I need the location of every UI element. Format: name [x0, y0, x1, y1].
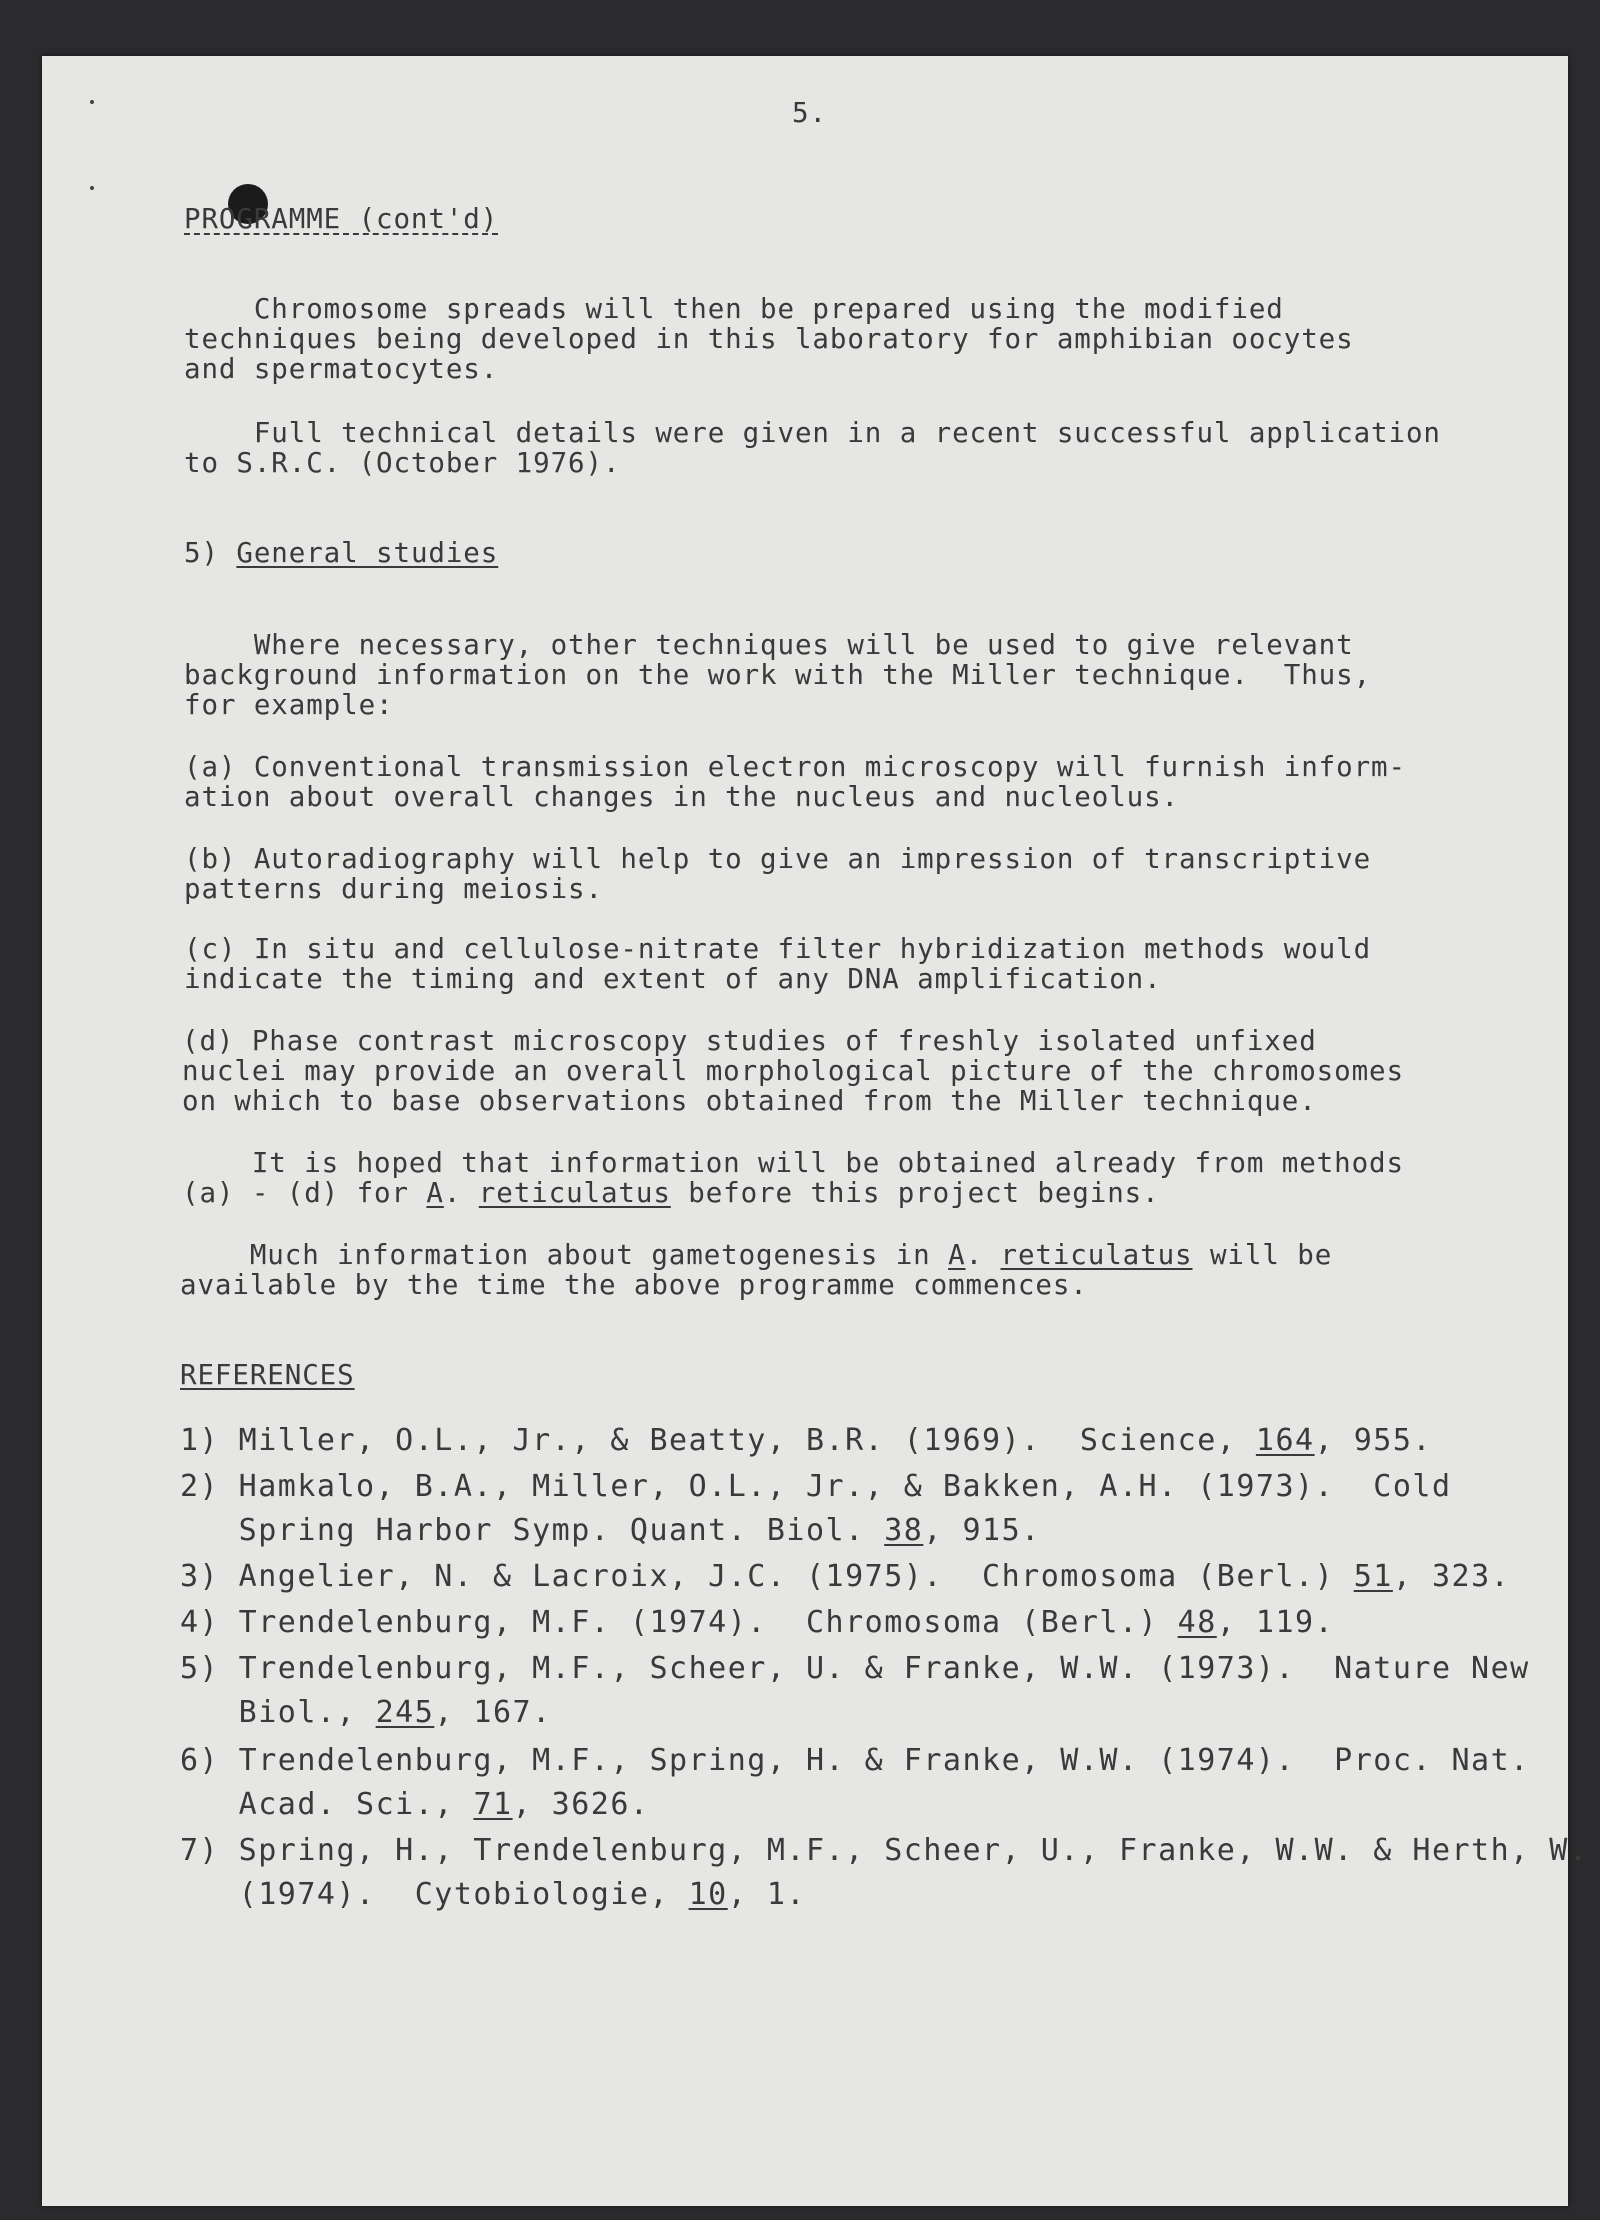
- ref-text: 4) Trendelenburg, M.F. (1974). Chromosoma (Berl.): [180, 1605, 1178, 1640]
- subsection-heading: [184, 538, 498, 568]
- ref-text: , 119.: [1216, 1605, 1335, 1640]
- reference-1: [180, 1418, 1432, 1464]
- ref-volume: 71: [473, 1787, 513, 1822]
- reference-3: [180, 1554, 1510, 1600]
- section-heading: PROGRAMME (cont'd): [184, 203, 499, 235]
- ref-text: , 1.: [727, 1877, 806, 1912]
- text-line: nuclei may provide an overall morphological picture of the chromosomes: [182, 1055, 1404, 1087]
- reference-7-cont: [180, 1872, 806, 1918]
- ref-volume: 10: [688, 1877, 728, 1912]
- text-line: ation about overall changes in the nucleus and nucleolus.: [184, 781, 1180, 813]
- text-run: .: [443, 1177, 479, 1209]
- references-heading: REFERENCES: [180, 1359, 355, 1391]
- page-number: 5.: [792, 97, 827, 129]
- reference-2-cont: [180, 1508, 1041, 1554]
- ref-text: Spring Harbor Symp. Quant. Biol.: [180, 1513, 885, 1548]
- ref-text: 1) Miller, O.L., Jr., & Beatty, B.R. (1969). Science,: [180, 1423, 1256, 1458]
- ref-text: 6) Trendelenburg, M.F., Spring, H. & Franke, W.W. (1974). Proc. Nat.: [180, 1743, 1530, 1778]
- text-line: background information on the work with the Miller technique. Thus,: [184, 659, 1372, 691]
- ref-text: 7) Spring, H., Trendelenburg, M.F., Scheer, U., Franke, W.W. & Herth, W.: [180, 1833, 1589, 1868]
- text-line: on which to base observations obtained from the Miller technique.: [182, 1085, 1317, 1117]
- text-run: .: [965, 1239, 1001, 1271]
- ref-text: 2) Hamkalo, B.A., Miller, O.L., Jr., & Bakken, A.H. (1973). Cold: [180, 1469, 1452, 1504]
- subsection-number: 5): [184, 537, 237, 569]
- text-run: before this project begins.: [670, 1177, 1160, 1209]
- text-run: (a) - (d) for: [182, 1177, 427, 1209]
- ref-text: 3) Angelier, N. & Lacroix, J.C. (1975). Chromosoma (Berl.): [180, 1559, 1354, 1594]
- text-line: (b) Autoradiography will help to give an impression of transcriptive: [184, 843, 1372, 875]
- text-line: patterns during meiosis.: [184, 873, 603, 905]
- ref-volume: 38: [884, 1513, 924, 1548]
- reference-5-cont: [180, 1690, 552, 1736]
- genus-abbrev: A: [426, 1177, 444, 1209]
- ref-volume: 51: [1353, 1559, 1393, 1594]
- text-run: Much information about gametogenesis in: [180, 1239, 949, 1271]
- ref-text: , 915.: [923, 1513, 1041, 1548]
- reference-5: [180, 1646, 1530, 1692]
- reference-7: [180, 1828, 1588, 1874]
- text-line: indicate the timing and extent of any DNA amplification.: [184, 963, 1162, 995]
- reference-6-cont: [180, 1782, 650, 1828]
- subsection-title: General studies: [236, 537, 499, 569]
- reference-6: [180, 1738, 1530, 1784]
- text-line: It is hoped that information will be obtained already from methods: [182, 1147, 1404, 1179]
- ref-text: , 955.: [1314, 1423, 1432, 1458]
- text-line: Chromosome spreads will then be prepared using the modified: [184, 293, 1284, 325]
- genus-abbrev: A: [948, 1239, 966, 1271]
- ref-volume: 164: [1255, 1423, 1315, 1458]
- reference-4: [180, 1600, 1334, 1646]
- ref-volume: 48: [1177, 1605, 1217, 1640]
- ref-text: , 323.: [1392, 1559, 1511, 1594]
- ref-text: , 3626.: [512, 1787, 650, 1822]
- text-line: Where necessary, other techniques will be used to give relevant: [184, 629, 1354, 661]
- species-name: reticulatus: [1000, 1239, 1193, 1271]
- ref-volume: 245: [375, 1695, 435, 1730]
- text-line: (d) Phase contrast microscopy studies of freshly isolated unfixed: [182, 1025, 1317, 1057]
- reference-2: [180, 1464, 1452, 1510]
- ref-text: Acad. Sci.,: [180, 1787, 474, 1822]
- text-line: (a) Conventional transmission electron microscopy will furnish inform-: [184, 751, 1406, 783]
- text-line: (c) In situ and cellulose-nitrate filter hybridization methods would: [184, 933, 1372, 965]
- text-line: Full technical details were given in a recent successful application: [184, 417, 1441, 449]
- text-run: will be: [1192, 1239, 1333, 1271]
- paper-speck: [90, 100, 94, 104]
- text-line: [182, 1178, 1160, 1208]
- text-line: to S.R.C. (October 1976).: [184, 447, 621, 479]
- text-line: techniques being developed in this laboratory for amphibian oocytes: [184, 323, 1354, 355]
- ref-text: (1974). Cytobiologie,: [180, 1877, 689, 1912]
- ref-text: , 167.: [434, 1695, 552, 1730]
- text-line: for example:: [184, 689, 394, 721]
- text-line: available by the time the above programme commences.: [180, 1269, 1088, 1301]
- ref-text: 5) Trendelenburg, M.F., Scheer, U. & Franke, W.W. (1973). Nature New: [180, 1651, 1530, 1686]
- species-name: reticulatus: [478, 1177, 671, 1209]
- ref-text: Biol.,: [180, 1695, 376, 1730]
- text-line: and spermatocytes.: [184, 353, 499, 385]
- text-line: [180, 1240, 1332, 1270]
- paper-speck: [90, 186, 94, 190]
